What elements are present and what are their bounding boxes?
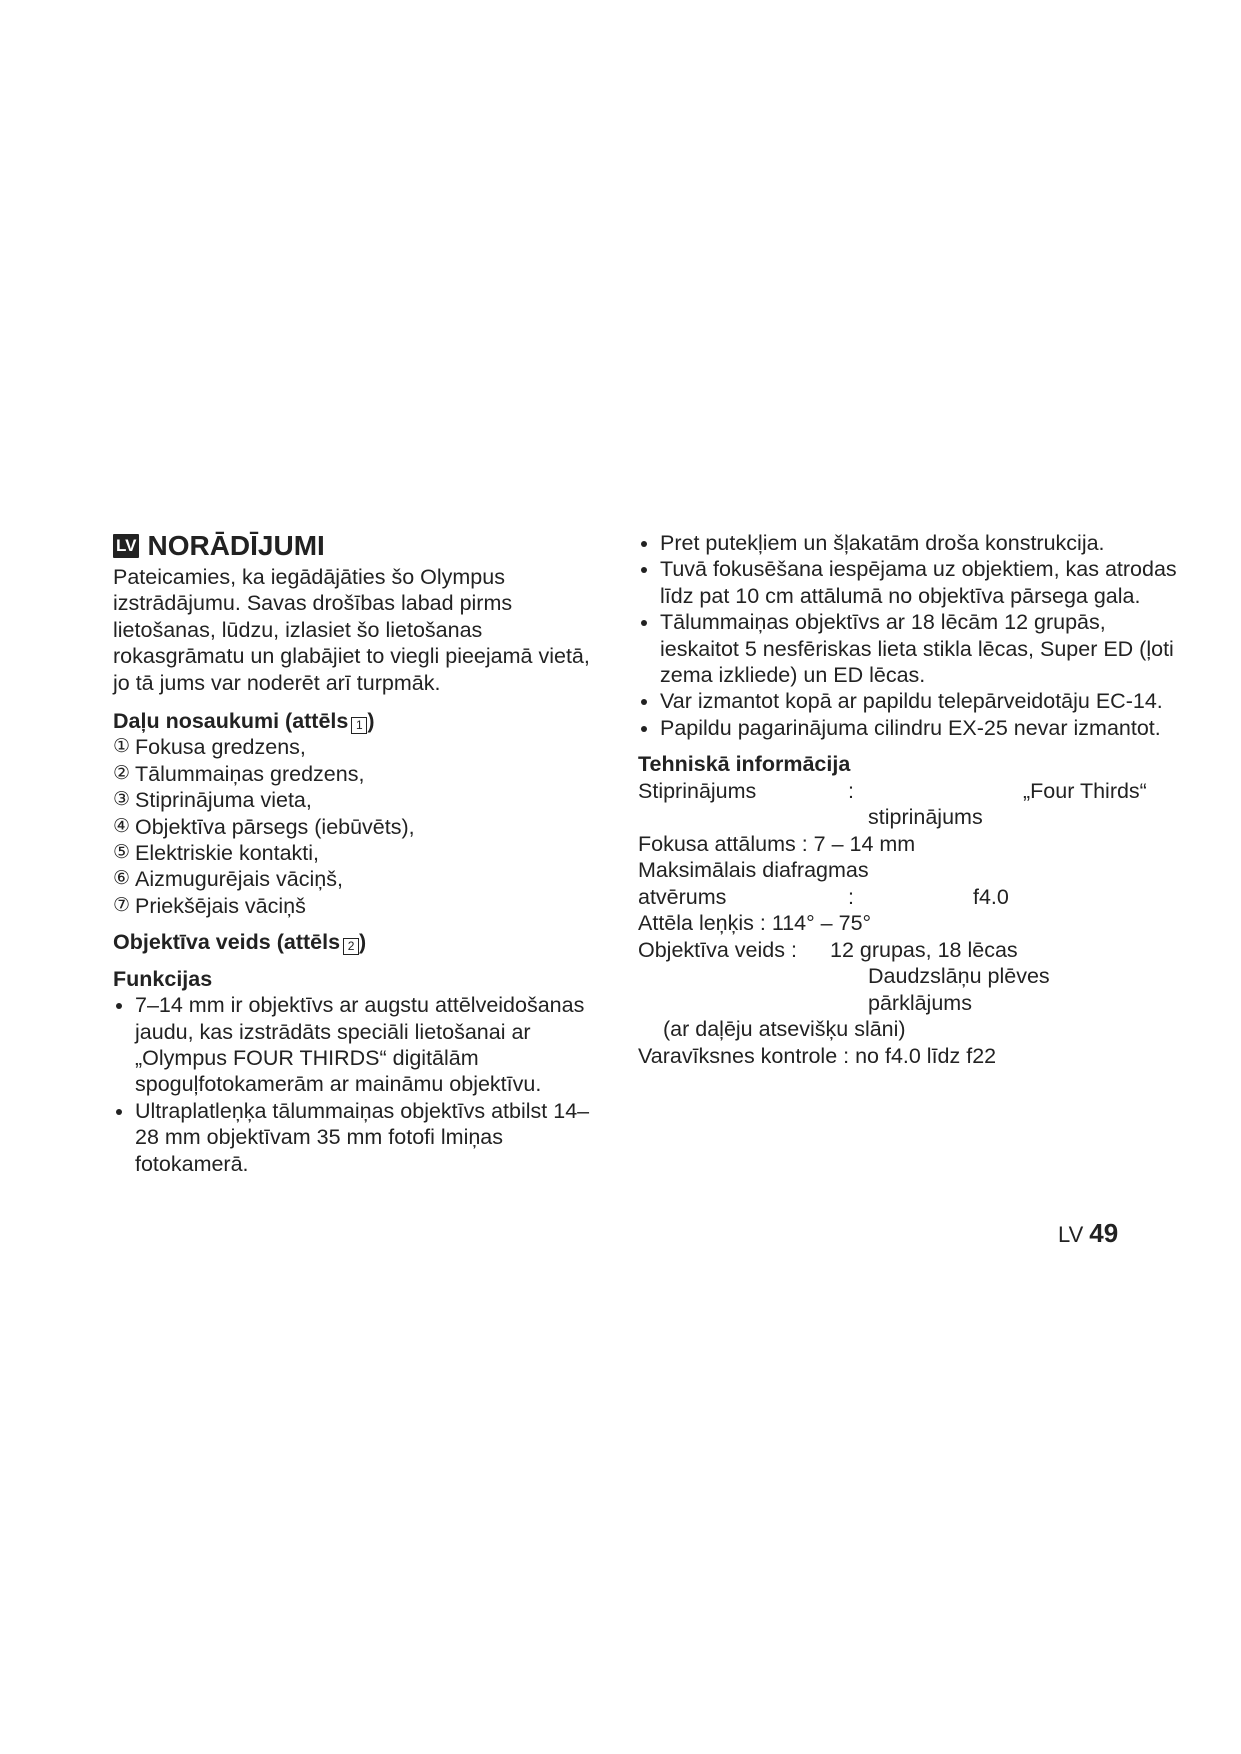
spec-lens-value-2: Daudzslāņu plēves	[868, 963, 1050, 988]
list-item: Papildu pagarinājuma cilindru EX-25 nevar izmantot.	[638, 715, 1178, 741]
language-badge: LV	[113, 534, 139, 558]
page-title: NORĀDĪJUMI	[147, 530, 325, 561]
parts-list	[113, 734, 603, 919]
footer-lang: LV	[1058, 1222, 1084, 1247]
spec-mount-colon: :	[848, 778, 854, 803]
page-number: 49	[1089, 1218, 1119, 1248]
list-item: ③ Stiprinājuma vieta,	[113, 788, 312, 813]
list-item: ② Tālummaiņas gredzens,	[113, 761, 365, 786]
spec-aperture-colon: :	[848, 884, 854, 909]
spec-aperture-value: f4.0	[973, 884, 1009, 909]
list-item: ⑤ Elektriskie kontakti,	[113, 841, 320, 866]
list-item: ⑦ Priekšējais vāciņš	[113, 893, 306, 918]
section-title-row	[113, 530, 603, 562]
list-item: ① Fokusa gredzens,	[113, 735, 306, 760]
functions-list-left	[113, 992, 603, 1177]
spec-mount-label: Stiprinājums	[638, 778, 757, 803]
specs-block	[638, 778, 1178, 1068]
parts-heading: Daļu nosaukumi (attēls 1 )	[113, 709, 375, 734]
spec-mount-value-2: stiprinājums	[868, 804, 983, 829]
intro-paragraph: Pateicamies, ka iegādājāties šo Olympus izstrādājumu. Savas drošības labad pirms lietošanas, lūdzu, izlasiet šo lietošanas rokasgrāmatu un glabājiet to viegli pieejamā vietā, jo tā jums var noderēt arī turpmāk.	[113, 565, 590, 695]
figure-2-icon: 2	[343, 938, 359, 955]
spec-angle: Attēla leņķis : 114° – 75°	[638, 910, 872, 935]
page-footer	[1058, 1218, 1118, 1249]
list-item: ④ Objektīva pārsegs (iebūvēts),	[113, 814, 415, 839]
spec-lens-value: 12 grupas, 18 lēcas	[830, 937, 1018, 962]
list-item: Ultraplatleņķa tālummaiņas objektīvs atbilst 14–28 mm objektīvam 35 mm fotofi lmiņas fotokamerā.	[113, 1098, 603, 1177]
right-column	[638, 530, 1178, 1068]
list-item: 7–14 mm ir objektīvs ar augstu attēlveidošanas jaudu, kas izstrādāts speciāli lietošanai ar „Olympus FOUR THIRDS“ digitālām spoguļfotokamerām ar maināmu objektīvu.	[113, 992, 603, 1098]
lens-type-heading: Objektīva veids (attēls 2 )	[113, 930, 367, 955]
spec-lens-label: Objektīva veids :	[638, 937, 797, 962]
spec-iris: Varavīksnes kontrole : no f4.0 līdz f22	[638, 1043, 997, 1068]
list-item: Tālummaiņas objektīvs ar 18 lēcām 12 grupās, ieskaitot 5 nesfēriskas lieta stikla lēcas, Super ED (ļoti zema izkliede) un ED lēcas.	[638, 609, 1178, 688]
specs-heading: Tehniskā informācija	[638, 752, 851, 777]
spec-aperture-label: Maksimālais diafragmas	[638, 857, 869, 882]
spec-aperture-label-2: atvērums	[638, 884, 727, 909]
spec-focal: Fokusa attālums : 7 – 14 mm	[638, 831, 916, 856]
spec-lens-value-3: pārklājums	[868, 990, 972, 1015]
list-item: Pret putekļiem un šļakatām droša konstrukcija.	[638, 530, 1178, 556]
list-item: Tuvā fokusēšana iespējama uz objektiem, kas atrodas līdz pat 10 cm attālumā no objektīva pārsega gala.	[638, 556, 1178, 609]
functions-list-right	[638, 530, 1178, 741]
functions-heading: Funkcijas	[113, 966, 213, 991]
spec-mount-value: „Four Thirds“	[1023, 778, 1147, 803]
spec-lens-value-4: (ar daļēju atsevišķu slāni)	[663, 1016, 906, 1041]
left-column	[113, 530, 603, 1177]
figure-1-icon: 1	[351, 717, 367, 734]
list-item: ⑥ Aizmugurējais vāciņš,	[113, 867, 343, 892]
list-item: Var izmantot kopā ar papildu telepārveidotāju EC-14.	[638, 688, 1178, 714]
